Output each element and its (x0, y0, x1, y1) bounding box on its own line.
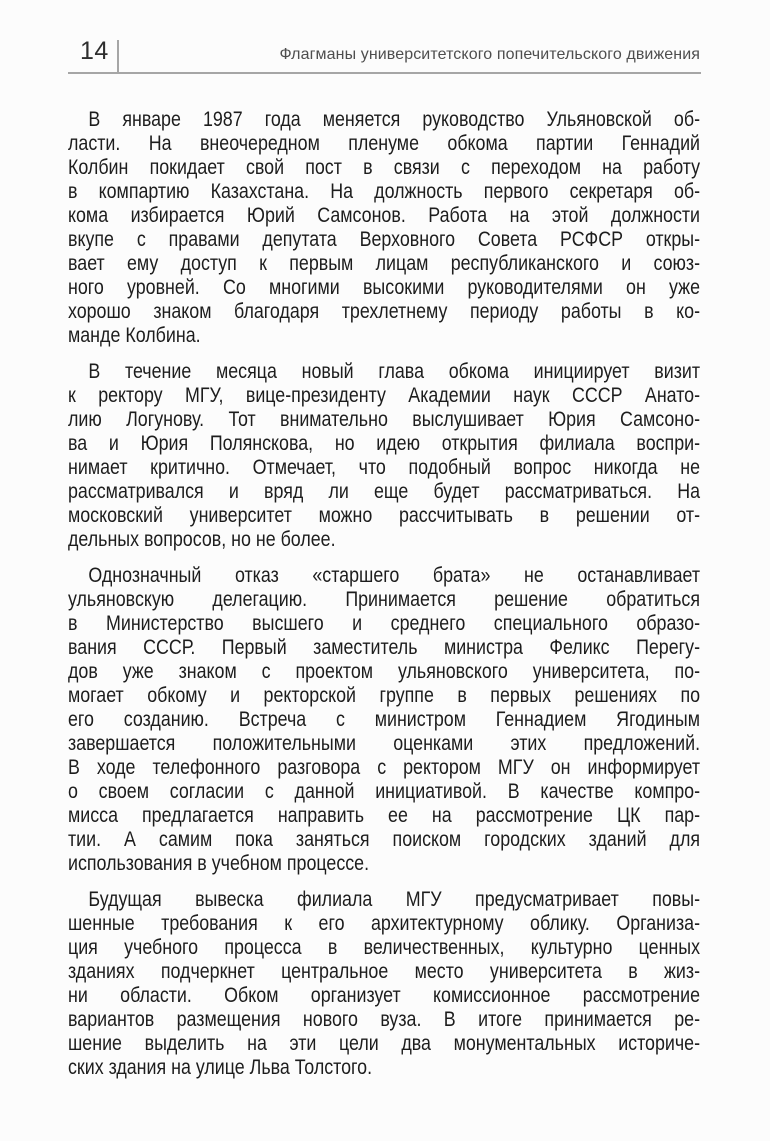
text-line: В ходе телефонного разговора с ректором МГУ он информирует (68, 756, 701, 779)
text-line: завершается положительными оценками этих предложений. (68, 732, 701, 755)
paragraph (68, 360, 700, 552)
text-line: к ректору МГУ, вице-президенту Академии наук СССР Анато- (68, 384, 701, 407)
text-line: тии. А самим пока заняться поиском городских зданий для (68, 828, 701, 851)
text-line: В течение месяца новый глава обкома инициирует визит (88, 360, 701, 383)
text-line: дельных вопросов, но не более. (68, 528, 336, 551)
paragraph (68, 564, 700, 876)
text-line: манде Колбина. (68, 324, 201, 347)
paragraph (68, 108, 700, 348)
text-line: московский университет можно рассчитывать в решении от- (68, 504, 701, 527)
text-line: вания СССР. Первый заместитель министра Феликс Перегу- (68, 636, 701, 659)
text-line: В январе 1987 года меняется руководство Ульяновской об- (88, 108, 701, 131)
text-line: нимает критично. Отмечает, что подобный вопрос никогда не (68, 456, 701, 479)
page-number: 14 (80, 37, 109, 65)
text-line: дов уже знаком с проектом ульяновского университета, по- (68, 660, 701, 683)
text-line: о своем согласии с данной инициативой. В качестве компро- (68, 780, 701, 803)
text-line: зданиях подчеркнет центральное место университета в жиз- (68, 960, 701, 983)
text-line: могает обкому и ректорской группе в первых решениях по (68, 684, 701, 707)
header-vertical-divider (117, 40, 119, 73)
header-rule (68, 72, 701, 74)
text-line: ласти. На внеочередном пленуме обкома партии Геннадий (68, 132, 701, 155)
text-line: ни области. Обком организует комиссионное рассмотрение (68, 984, 701, 1007)
text-line: лию Логунову. Тот внимательно выслушивает Юрия Самсоно- (68, 408, 701, 431)
text-line: Однозначный отказ «старшего брата» не останавливает (88, 564, 701, 587)
text-line: ция учебного процесса в величественных, культурно ценных (68, 936, 701, 959)
text-line: вариантов размещения нового вуза. В итоге принимается ре- (68, 1008, 701, 1031)
page-body (68, 108, 700, 1092)
text-line: его созданию. Встреча с министром Геннадием Ягодиным (68, 708, 701, 731)
text-line: ва и Юрия Полянскова, но идею открытия филиала воспри- (68, 432, 701, 455)
text-line: шение выделить на эти цели два монументальных историче- (68, 1032, 701, 1055)
paragraph (68, 888, 700, 1080)
text-line: мисса предлагается направить ее на рассмотрение ЦК пар- (68, 804, 701, 827)
running-head (0, 0, 770, 75)
text-line: вает ему доступ к первым лицам республиканского и союз- (68, 252, 701, 275)
text-line: вкупе с правами депутата Верховного Совета РСФСР откры- (68, 228, 701, 251)
text-line: кома избирается Юрий Самсонов. Работа на этой должности (68, 204, 701, 227)
text-line: Будущая вывеска филиала МГУ предусматривает повы- (88, 888, 701, 911)
text-line: ного уровней. Со многими высокими руководителями он уже (68, 276, 701, 299)
text-line: шенные требования к его архитектурному облику. Организа- (68, 912, 701, 935)
text-line: Колбин покидает свой пост в связи с переходом на работу (68, 156, 701, 179)
text-line: использования в учебном процессе. (68, 852, 370, 875)
text-line: хорошо знаком благодаря трехлетнему периоду работы в ко- (68, 300, 701, 323)
text-line: ских здания на улице Льва Толстого. (68, 1056, 373, 1079)
running-head-title: Флагманы университетского попечительского движения (279, 46, 700, 63)
text-line: ульяновскую делегацию. Принимается решение обратиться (68, 588, 701, 611)
text-line: рассматривался и вряд ли еще будет рассматриваться. На (68, 480, 701, 503)
text-line: в компартию Казахстана. На должность первого секретаря об- (68, 180, 701, 203)
text-line: в Министерство высшего и среднего специального образо- (68, 612, 701, 635)
